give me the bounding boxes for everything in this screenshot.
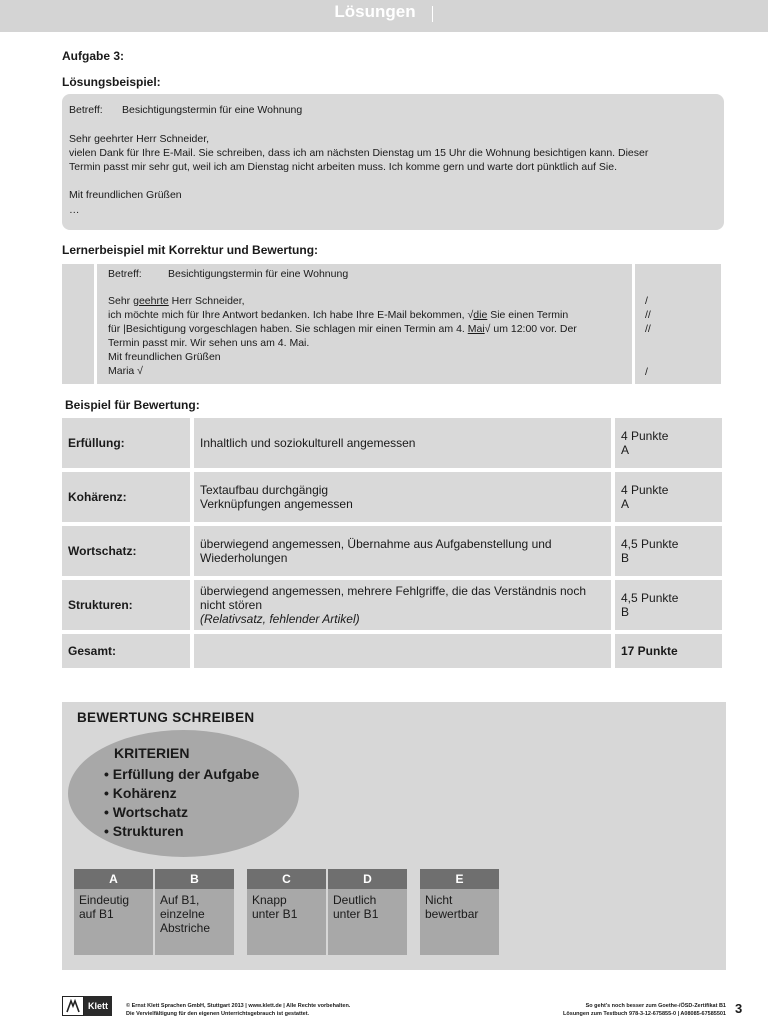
criteria-item: • Kohärenz xyxy=(104,785,177,801)
grade-text: Abstriche xyxy=(160,921,211,935)
grade-text: unter B1 xyxy=(333,907,379,921)
rating-description xyxy=(194,418,611,468)
grade-cell-a xyxy=(74,889,153,955)
grade-cell-e xyxy=(420,889,499,955)
rating-points xyxy=(615,472,722,522)
grade-header-a: A xyxy=(74,869,153,889)
rating-points xyxy=(615,526,722,576)
rating-points xyxy=(615,418,722,468)
description-line: Wiederholungen xyxy=(200,551,288,565)
page-number: 3 xyxy=(735,1001,743,1016)
criteria-item: • Erfüllung der Aufgabe xyxy=(104,766,260,782)
header-title: Lösungen xyxy=(334,2,416,21)
rating-points xyxy=(615,580,722,630)
description-line: Textaufbau durchgängig xyxy=(200,483,329,497)
correction-underline: geehrte xyxy=(133,295,169,307)
grade-cell-d xyxy=(328,889,407,955)
grade-cell-b xyxy=(155,889,234,955)
error-mark: / xyxy=(645,366,648,378)
learner-divider-left xyxy=(94,264,97,384)
footer-book-title: So geht's noch besser zum Goethe-/ÖSD-Zertifikat B1 xyxy=(585,1003,726,1009)
solution-greeting: Sehr geehrter Herr Schneider, xyxy=(69,133,210,145)
points-value: 4,5 Punkte xyxy=(621,591,679,605)
error-mark: / xyxy=(645,295,648,307)
grade-text: Knapp xyxy=(252,893,287,907)
learner-signature: Maria √ xyxy=(108,365,143,377)
learner-line-2 xyxy=(108,322,577,336)
page-header xyxy=(0,0,768,32)
grade-text: einzelne xyxy=(160,907,205,921)
footer-isbn: Lösungen zum Testbuch 978-3-12-675855-0 | A08085-67585501 xyxy=(563,1011,726,1017)
klett-leaf-icon xyxy=(63,997,83,1015)
text-run: Herr Schneider, xyxy=(168,295,245,307)
rating-description xyxy=(194,580,611,630)
error-mark: // xyxy=(645,309,651,321)
task-heading: Aufgabe 3: xyxy=(62,49,125,63)
description-line: überwiegend angemessen, Übernahme aus Aufgabenstellung und xyxy=(200,537,552,551)
solution-ellipsis: … xyxy=(69,204,80,216)
learner-heading: Lernerbeispiel mit Korrektur und Bewertung: xyxy=(62,243,319,257)
footer-copyright: © Ernst Klett Sprachen GmbH, Stuttgart 2013 | www.klett.de | Alle Rechte vorbehalten. xyxy=(126,1003,351,1009)
text-run: Sie einen Termin xyxy=(487,309,569,321)
text-run: √ um 12:00 vor. Der xyxy=(484,323,577,335)
klett-logo-mark xyxy=(62,996,84,1016)
description-line: Inhaltlich und soziokulturell angemessen xyxy=(200,436,416,450)
solution-closing: Mit freundlichen Grüßen xyxy=(69,189,182,201)
solution-body-line-1: vielen Dank für Ihre E-Mail. Sie schreiben, dass ich am nächsten Dienstag um 15 Uhr die Wohnung besichtigen kann. Dieser xyxy=(69,147,649,159)
grade-text: Auf B1, xyxy=(160,893,200,907)
grade-value: B xyxy=(621,605,630,619)
description-line: Verknüpfungen angemessen xyxy=(200,497,353,511)
grade-text: bewertbar xyxy=(425,907,479,921)
grade-value: A xyxy=(621,443,630,457)
grade-value: B xyxy=(621,551,630,565)
learner-divider-right xyxy=(632,264,635,384)
header-divider xyxy=(432,6,433,22)
rating-description xyxy=(194,472,611,522)
rating-label: Kohärenz: xyxy=(62,472,190,522)
learner-line-1 xyxy=(108,308,568,322)
solution-subject: Besichtigungstermin für eine Wohnung xyxy=(122,104,303,116)
total-label: Gesamt: xyxy=(62,634,190,668)
grade-header-e: E xyxy=(420,869,499,889)
klett-logo: Klett xyxy=(84,996,112,1016)
error-mark: // xyxy=(645,323,651,335)
criteria-item: • Wortschatz xyxy=(104,804,188,820)
grade-text: Eindeutig xyxy=(79,893,130,907)
grade-value: A xyxy=(621,497,630,511)
solution-body-line-2: Termin passt mir sehr gut, weil ich am Dienstag nicht arbeiten muss. Ich komme gern und warte dort pünktlich auf Sie. xyxy=(69,161,617,173)
correction-underline: Mai xyxy=(467,323,485,335)
learner-greeting xyxy=(108,294,245,308)
learner-closing: Mit freundlichen Grüßen xyxy=(108,351,221,363)
grade-text: unter B1 xyxy=(252,907,298,921)
description-line: überwiegend angemessen, mehrere Fehlgriffe, die das Verständnis noch xyxy=(200,584,587,598)
grade-header-d: D xyxy=(328,869,407,889)
grade-text: Nicht xyxy=(425,893,453,907)
correction-underline: die xyxy=(473,309,488,321)
text-run: für |Besichtigung vorgeschlagen haben. Sie schlagen mir einen Termin am 4. xyxy=(108,323,468,335)
learner-subject-label: Betreff: xyxy=(108,268,142,280)
grade-text: Deutlich xyxy=(333,893,377,907)
text-run: ich möchte mich für Ihre Antwort bedanken. Ich habe Ihre E-Mail bekommen, √ xyxy=(108,309,474,321)
points-value: 4 Punkte xyxy=(621,429,669,443)
rating-label: Wortschatz: xyxy=(62,526,190,576)
rating-description xyxy=(194,526,611,576)
footer-license: Die Vervielfältigung für den eigenen Unterrichtsgebrauch ist gestattet. xyxy=(126,1011,310,1017)
solution-heading: Lösungsbeispiel: xyxy=(62,75,161,89)
total-empty-cell xyxy=(194,634,611,668)
grade-cell-c xyxy=(247,889,326,955)
rating-label: Strukturen: xyxy=(62,580,190,630)
grade-header-b: B xyxy=(155,869,234,889)
learner-line-3: Termin passt mir. Wir sehen uns am 4. Mai. xyxy=(108,337,310,349)
description-line: (Relativsatz, fehlender Artikel) xyxy=(200,612,360,626)
writing-assessment-title: BEWERTUNG SCHREIBEN xyxy=(77,710,255,725)
criteria-item: • Strukturen xyxy=(104,823,184,839)
solution-subject-label: Betreff: xyxy=(69,104,103,116)
description-line: nicht stören xyxy=(200,598,263,612)
text-run: Sehr xyxy=(108,295,134,307)
criteria-title: KRITERIEN xyxy=(114,745,190,761)
grade-text: auf B1 xyxy=(79,907,114,921)
points-value: 4,5 Punkte xyxy=(621,537,679,551)
total-points: 17 Punkte xyxy=(615,634,722,668)
points-value: 4 Punkte xyxy=(621,483,669,497)
criteria-list xyxy=(104,765,259,841)
grade-header-c: C xyxy=(247,869,326,889)
learner-subject: Besichtigungstermin für eine Wohnung xyxy=(168,268,349,280)
rating-label: Erfüllung: xyxy=(62,418,190,468)
rating-example-heading: Beispiel für Bewertung: xyxy=(65,398,200,412)
